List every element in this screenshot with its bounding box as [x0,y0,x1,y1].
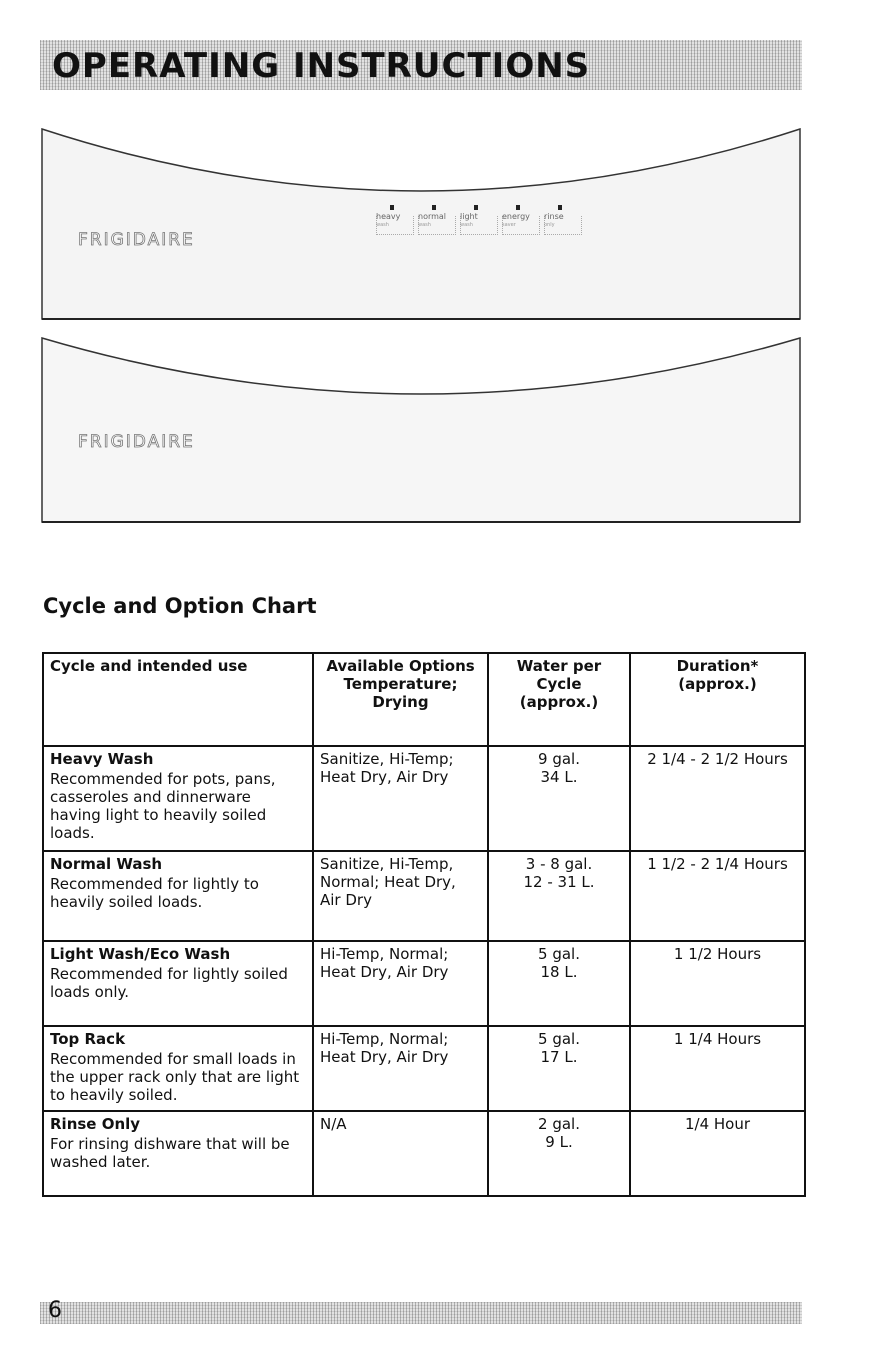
cycle-cell [43,941,313,1026]
water-liters: 18 L. [540,963,578,981]
rinse-only-button[interactable] [544,205,582,235]
duration-cell: 1 1/4 Hours [630,1026,805,1111]
water-cell [488,851,630,941]
normal-wash-button[interactable] [418,205,456,235]
indicator-light [516,205,520,210]
water-gallons: 2 gal. [538,1115,580,1133]
water-liters: 34 L. [540,768,578,786]
cycle-description: Recommended for small loads in the upper rack only that are light to heavily soiled. [50,1050,300,1104]
header-options: Available Options Temperature; Drying [313,653,488,746]
water-gallons: 5 gal. [538,1030,580,1048]
duration-cell: 1 1/2 - 2 1/4 Hours [630,851,805,941]
options-cell: Sanitize, Hi-Temp; Heat Dry, Air Dry [313,746,488,851]
water-gallons: 9 gal. [538,750,580,768]
water-liters: 12 - 31 L. [523,873,595,891]
button-sublabel: wash [418,222,431,228]
indicator-light [474,205,478,210]
control-panel-five-cycle [40,123,802,321]
cycle-name: Rinse Only [50,1115,141,1133]
water-gallons: 5 gal. [538,945,580,963]
cycle-description: Recommended for pots, pans, casseroles and dinnerware having light to heavily soiled loads. [50,770,276,842]
table-row [43,746,805,851]
button-sublabel: wash [460,222,473,228]
cycle-description: Recommended for lightly soiled loads only. [50,965,288,1001]
page-title: OPERATING INSTRUCTIONS [52,46,591,86]
button-sublabel: only [544,222,555,228]
table-row [43,851,805,941]
brand-logo: FRIGIDAIRE [78,230,195,250]
water-cell [488,1111,630,1196]
cycle-description: For rinsing dishware that will be washed later. [50,1135,290,1171]
button-label: energy [502,212,530,221]
table-row [43,941,805,1026]
chart-title: Cycle and Option Chart [43,594,317,618]
duration-cell: 1 1/2 Hours [630,941,805,1026]
cycle-option-table [42,652,806,1197]
options-cell: Hi-Temp, Normal; Heat Dry, Air Dry [313,941,488,1026]
brand-logo: FRIGIDAIRE [78,432,195,452]
water-cell [488,1026,630,1111]
water-cell [488,746,630,851]
cycle-cell [43,851,313,941]
cycle-description: Recommended for lightly to heavily soiled loads. [50,875,259,911]
cycle-name: Heavy Wash [50,750,154,768]
table-row [43,1111,805,1196]
indicator-light [558,205,562,210]
cycle-name: Light Wash/Eco Wash [50,945,231,963]
button-label: rinse [544,212,564,221]
button-label: light [460,212,478,221]
cycle-name: Normal Wash [50,855,163,873]
cycle-cell [43,746,313,851]
heavy-wash-button[interactable] [376,205,414,235]
options-cell: Hi-Temp, Normal; Heat Dry, Air Dry [313,1026,488,1111]
water-liters: 9 L. [545,1133,573,1151]
button-label: normal [418,212,447,221]
water-cell [488,941,630,1026]
button-label: heavy [376,212,401,221]
table-header-row [43,653,805,746]
table-row [43,1026,805,1111]
options-cell: N/A [313,1111,488,1196]
panel-outline [40,330,802,524]
cycle-name: Top Rack [50,1030,126,1048]
options-cell: Sanitize, Hi-Temp, Normal; Heat Dry, Air Dry [313,851,488,941]
cycle-cell [43,1026,313,1111]
header-duration: Duration* (approx.) [630,653,805,746]
header-cycle: Cycle and intended use [43,653,313,746]
page-number: 6 [48,1298,62,1323]
indicator-light [390,205,394,210]
footer-bar [40,1302,802,1324]
button-sublabel: wash [376,222,389,228]
energy-saver-button[interactable] [502,205,540,235]
indicator-light [432,205,436,210]
cycle-cell [43,1111,313,1196]
duration-cell: 1/4 Hour [630,1111,805,1196]
button-sublabel: saver [502,222,516,228]
duration-cell: 2 1/4 - 2 1/2 Hours [630,746,805,851]
water-liters: 17 L. [540,1048,578,1066]
control-panel-three-cycle [40,330,802,524]
header-water: Water per Cycle (approx.) [488,653,630,746]
water-gallons: 3 - 8 gal. [525,855,593,873]
light-wash-button[interactable] [460,205,498,235]
